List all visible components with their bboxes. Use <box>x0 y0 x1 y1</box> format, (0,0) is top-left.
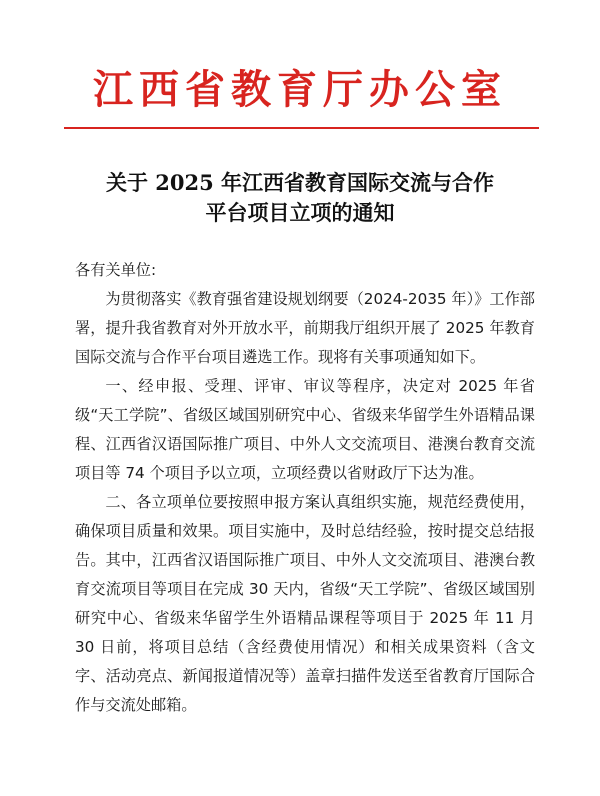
issuing-office-header: 江西省教育厅办公室 <box>93 66 507 113</box>
document-body <box>75 256 535 720</box>
paragraph-item-1: 一、经申报、受理、评审、审议等程序，决定对 2025 年省级“天工学院”、省级区域国别研究中心、省级来华留学生外语精品课程、江西省汉语国际推广项目、中外人文交流项目、港澳台教育交流项目等 74 个项目予以立项，立项经费以省财政厅下达为准。 <box>75 377 535 482</box>
paragraph-item-2: 二、各立项单位要按照申报方案认真组织实施，规范经费使用，确保项目质量和效果。项目实施中，及时总结经验，按时提交总结报告。其中，江西省汉语国际推广项目、中外人文交流项目、港澳台教育交流项目等项目在完成 30 天内，省级“天工学院”、省级区域国别研究中心、省级来华留学生外语精品课程等项目于 2025 年 11 月 30 日前，将项目总结（含经费使用情况）和相关成果资料（含文字、活动亮点、新闻报道情况等）盖章扫描件发送至省教育厅国际合作与交流处邮箱。 <box>75 493 535 714</box>
document-title-line-1: 关于 2025 年江西省教育国际交流与合作 <box>105 170 495 195</box>
paragraph-intro: 为贯彻落实《教育强省建设规划纲要（2024-2035 年）》工作部署，提升我省教育对外开放水平，前期我厅组织开展了 2025 年教育国际交流与合作平台项目遴选工作。现将有关事项通知如下。 <box>75 290 535 366</box>
salutation: 各有关单位: <box>75 261 157 279</box>
document-title-line-2: 平台项目立项的通知 <box>205 200 395 225</box>
red-separator-line <box>64 127 539 129</box>
document-title <box>0 168 600 228</box>
